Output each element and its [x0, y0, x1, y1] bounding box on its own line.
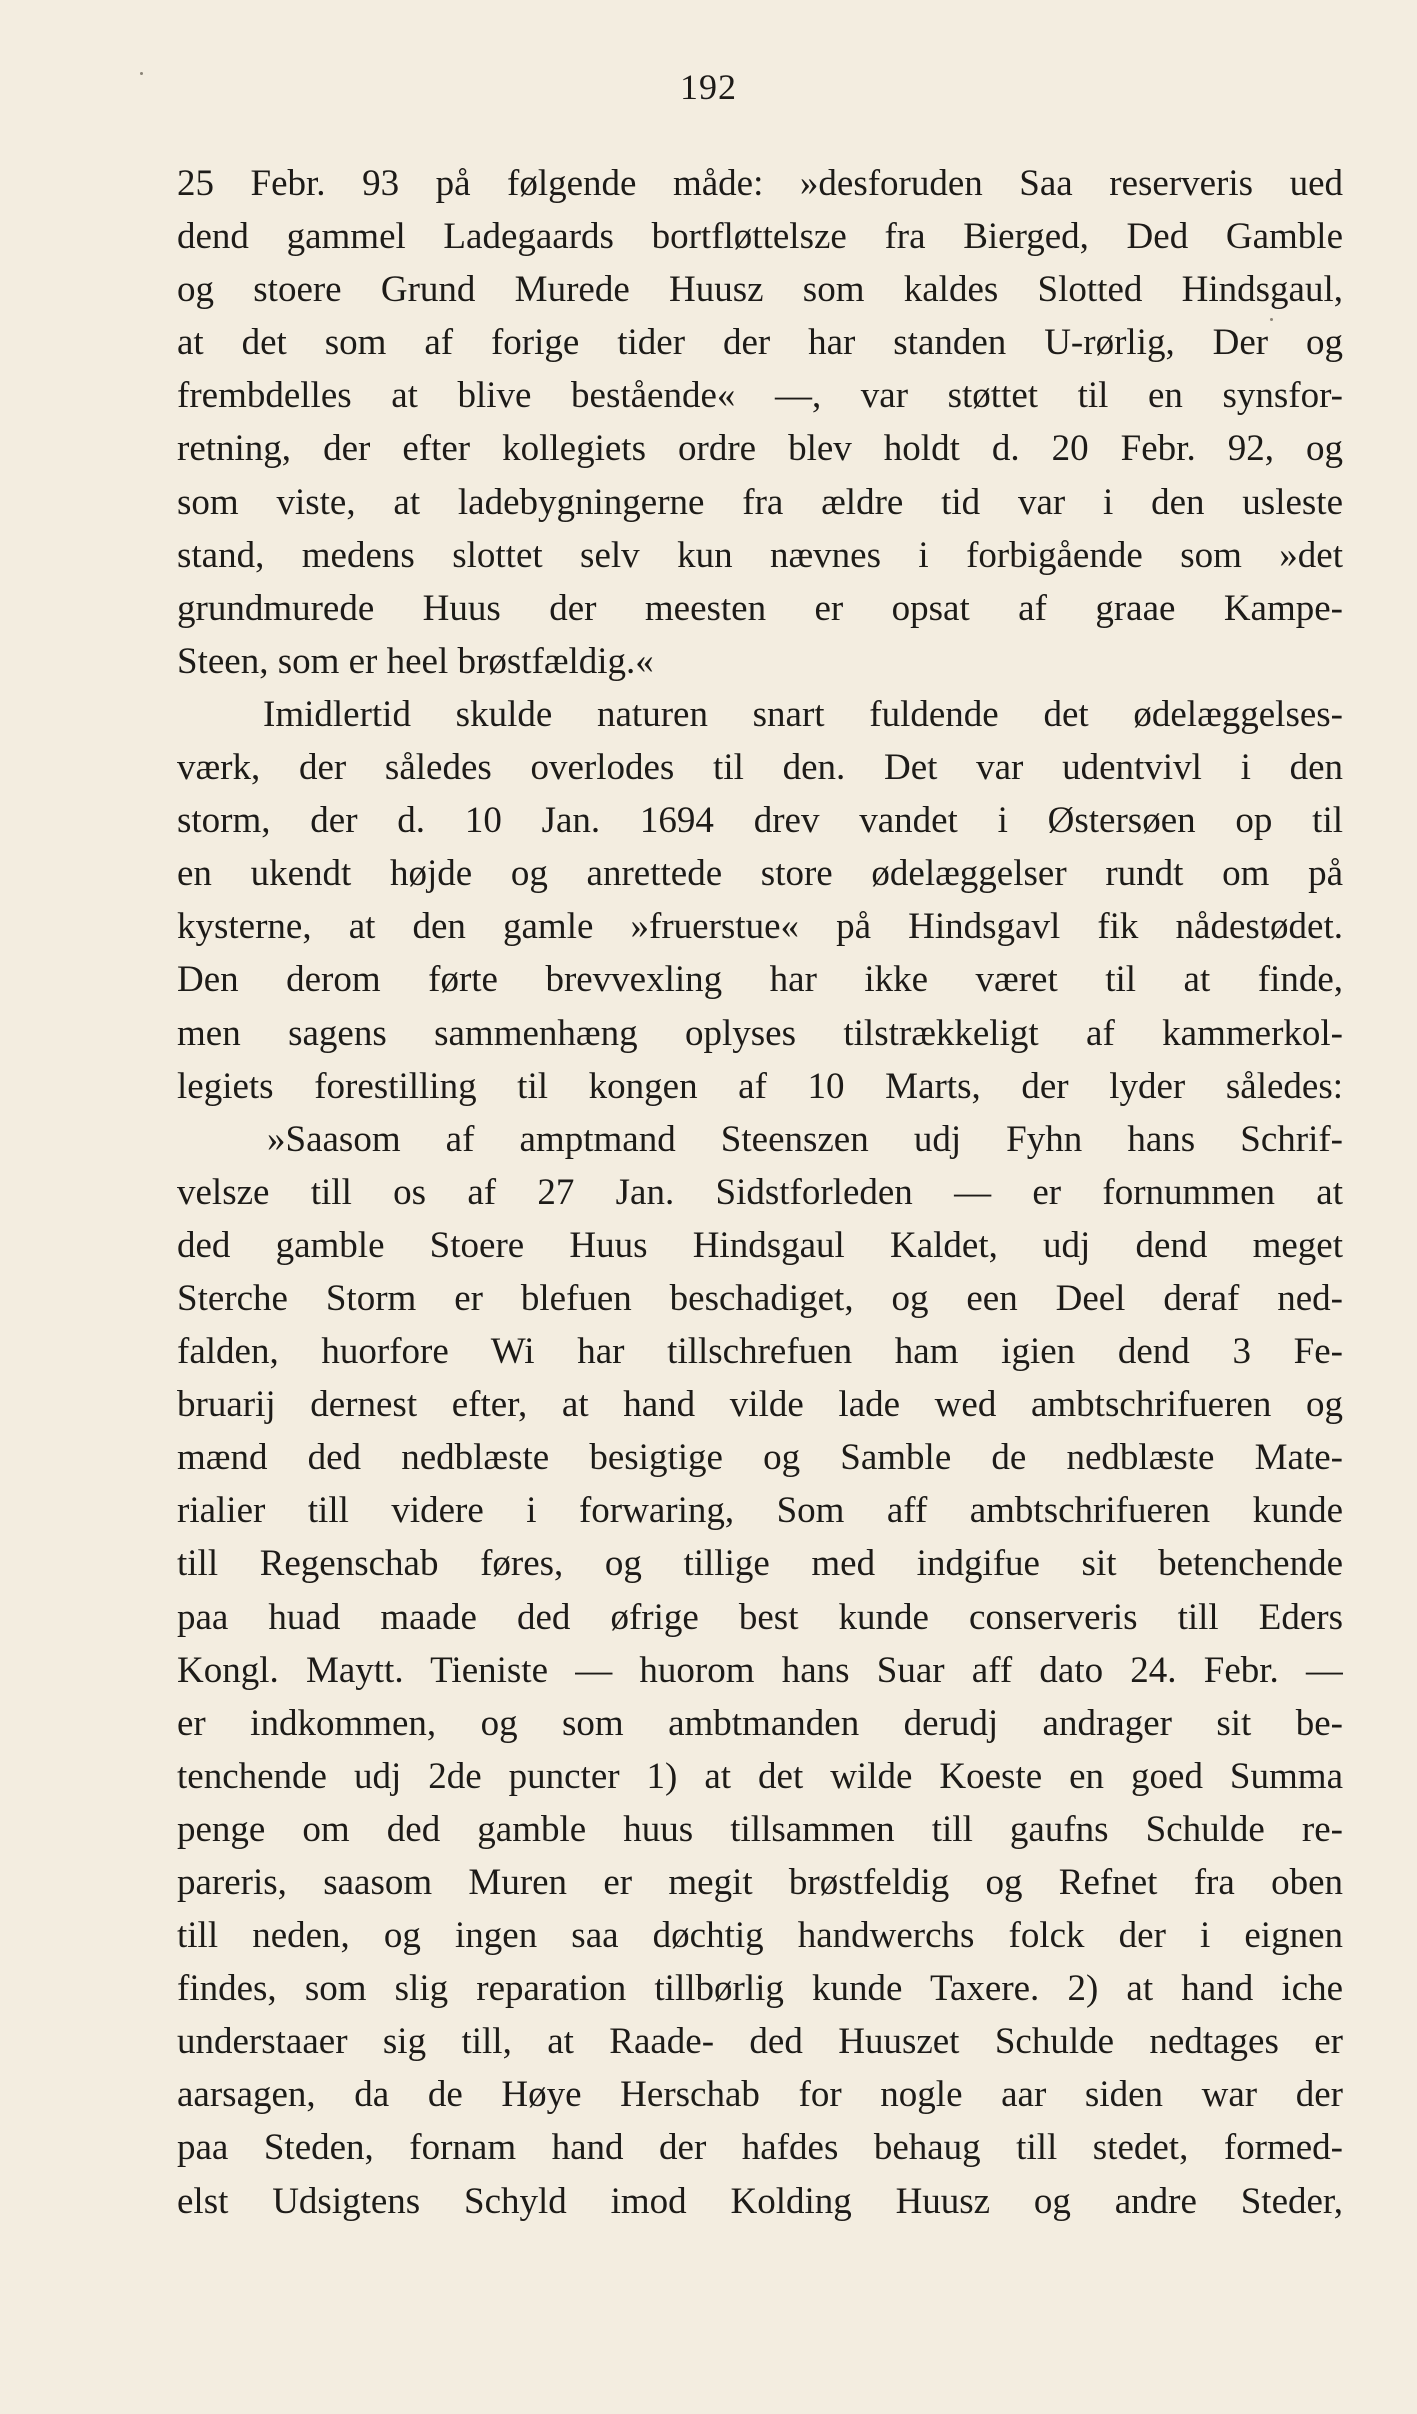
- text-line: Den derom førte brevvexling har ikke været til at finde,: [177, 959, 1343, 1001]
- text-line: penge om ded gamble huus tillsammen till gaufns Schulde re-: [177, 1808, 1343, 1850]
- text-line: som viste, at ladebygningerne fra ældre tid var i den usleste: [177, 481, 1343, 523]
- text-line: legiets forestilling til kongen af 10 Marts, der lyder således:: [177, 1065, 1343, 1107]
- text-line: ded gamble Stoere Huus Hindsgaul Kaldet, udj dend meget: [177, 1224, 1343, 1266]
- text-line: retning, der efter kollegiets ordre blev holdt d. 20 Febr. 92, og: [177, 428, 1343, 470]
- text-line: at det som af forige tider der har standen U-rørlig, Der og: [177, 322, 1343, 364]
- text-line: en ukendt højde og anrettede store ødelæggelser rundt om på: [177, 853, 1343, 895]
- text-line: kysterne, at den gamle »fruerstue« på Hindsgavl fik nådestødet.: [177, 906, 1343, 948]
- text-line: Sterche Storm er blefuen beschadiget, og een Deel deraf ned-: [177, 1277, 1343, 1319]
- page-number: 192: [680, 67, 737, 107]
- body-text: [177, 157, 1343, 2228]
- text-line: Imidlertid skulde naturen snart fuldende det ødelæggelses-: [263, 693, 1343, 735]
- text-line: men sagens sammenhæng oplyses tilstrækkeligt af kammerkol-: [177, 1012, 1343, 1054]
- text-line: frembdelles at blive bestående« —, var støttet til en synsfor-: [177, 375, 1343, 417]
- text-line: storm, der d. 10 Jan. 1694 drev vandet i Østersøen op til: [177, 800, 1343, 842]
- text-line: elst Udsigtens Schyld imod Kolding Huusz og andre Steder,: [177, 2180, 1343, 2222]
- text-line: Steen, som er heel brøstfældig.«: [177, 640, 654, 682]
- text-line: grundmurede Huus der meesten er opsat af graae Kampe-: [177, 587, 1343, 629]
- text-line: bruarij dernest efter, at hand vilde lade wed ambtschrifueren og: [177, 1384, 1343, 1426]
- text-line: aarsagen, da de Høye Herschab for nogle aar siden war der: [177, 2074, 1343, 2116]
- text-line: dend gammel Ladegaards bortfløttelsze fra Bierged, Ded Gamble: [177, 216, 1343, 258]
- text-line: till Regenschab føres, og tillige med indgifue sit betenchende: [177, 1543, 1343, 1585]
- text-line: er indkommen, og som ambtmanden derudj andrager sit be-: [177, 1702, 1343, 1744]
- text-line: paa Steden, fornam hand der hafdes behaug till stedet, formed-: [177, 2127, 1343, 2169]
- text-line: Kongl. Maytt. Tieniste — huorom hans Suar aff dato 24. Febr. —: [177, 1649, 1343, 1691]
- text-line: og stoere Grund Murede Huusz som kaldes Slotted Hindsgaul,: [177, 269, 1343, 311]
- text-line: findes, som slig reparation tillbørlig kunde Taxere. 2) at hand iche: [177, 1968, 1343, 2010]
- text-line: paa huad maade ded øfrige best kunde conserveris till Eders: [177, 1596, 1343, 1638]
- text-line: »Saasom af amptmand Steenszen udj Fyhn hans Schrif-: [267, 1118, 1343, 1160]
- text-line: rialier till videre i forwaring, Som aff ambtschrifueren kunde: [177, 1490, 1343, 1532]
- text-line: pareris, saasom Muren er megit brøstfeldig og Refnet fra oben: [177, 1862, 1343, 1903]
- text-line: tenchende udj 2de puncter 1) at det wilde Koeste en goed Summa: [177, 1755, 1343, 1797]
- text-line: falden, huorfore Wi har tillschrefuen ham igien dend 3 Fe-: [177, 1331, 1343, 1373]
- text-line: 25 Febr. 93 på følgende måde: »desforuden Saa reserveris ued: [177, 163, 1343, 204]
- text-line: till neden, og ingen saa døchtig handwerchs folck der i eignen: [177, 1915, 1343, 1957]
- text-line: velsze till os af 27 Jan. Sidstforleden — er fornummen at: [177, 1171, 1343, 1213]
- text-line: mænd ded nedblæste besigtige og Samble de nedblæste Mate-: [177, 1437, 1343, 1479]
- text-line: stand, medens slottet selv kun nævnes i forbigående som »det: [177, 534, 1343, 576]
- text-line: understaaer sig till, at Raade- ded Huuszet Schulde nedtages er: [177, 2021, 1343, 2063]
- text-line: værk, der således overlodes til den. Det var udentvivl i den: [177, 747, 1343, 789]
